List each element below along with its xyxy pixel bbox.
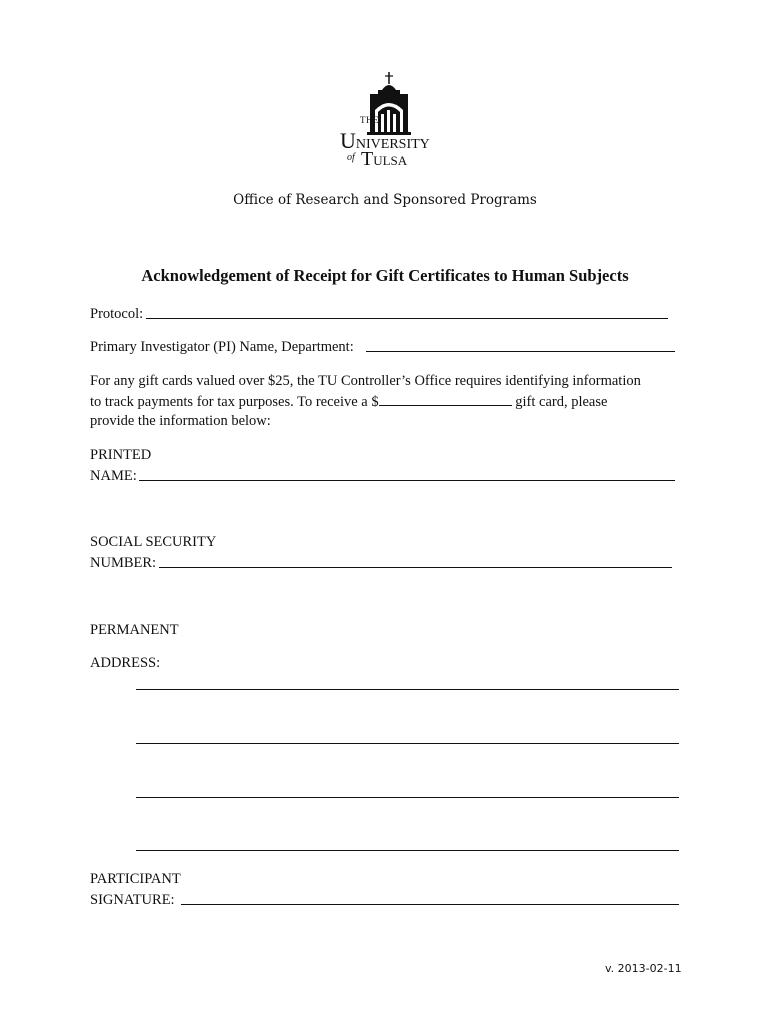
address-input-line-1[interactable]: [136, 689, 679, 690]
paragraph-line-3: provide the information below:: [90, 413, 271, 429]
printed-name-label-1: PRINTED: [90, 447, 152, 463]
signature-input-line[interactable]: [181, 904, 679, 905]
paragraph-line-2: to track payments for tax purposes. To receive a $ gift card, please: [90, 391, 607, 412]
address-label-2: ADDRESS:: [90, 655, 161, 671]
signature-label-2: SIGNATURE:: [90, 892, 175, 908]
logo-tulsa-text: TULSA: [361, 148, 408, 170]
address-input-line-2[interactable]: [136, 743, 679, 744]
logo-university-text: UNIVERSITY: [340, 128, 430, 153]
logo-of-text: of: [347, 152, 355, 163]
office-heading: Office of Research and Sponsored Programs: [233, 192, 537, 208]
pi-input-line[interactable]: [366, 351, 675, 352]
protocol-input-line[interactable]: [146, 318, 668, 319]
version-text: v. 2013-02-11: [605, 962, 682, 975]
ssn-label-2: NUMBER:: [90, 555, 157, 571]
form-title: Acknowledgement of Receipt for Gift Certificates to Human Subjects: [141, 266, 629, 285]
gift-amount-input-line[interactable]: [379, 391, 512, 406]
paragraph-line-1: For any gift cards valued over $25, the TU Controller’s Office requires identifying information: [90, 373, 641, 389]
printed-name-label-2: NAME:: [90, 468, 137, 484]
ssn-label-1: SOCIAL SECURITY: [90, 534, 217, 550]
logo-the-text: THE: [360, 115, 379, 125]
address-input-line-3[interactable]: [136, 797, 679, 798]
protocol-label: Protocol:: [90, 306, 144, 322]
ssn-input-line[interactable]: [159, 567, 672, 568]
signature-label-1: PARTICIPANT: [90, 871, 181, 887]
printed-name-input-line[interactable]: [139, 480, 675, 481]
address-label-1: PERMANENT: [90, 622, 179, 638]
address-input-line-4[interactable]: [136, 850, 679, 851]
pi-label: Primary Investigator (PI) Name, Department:: [90, 339, 354, 355]
